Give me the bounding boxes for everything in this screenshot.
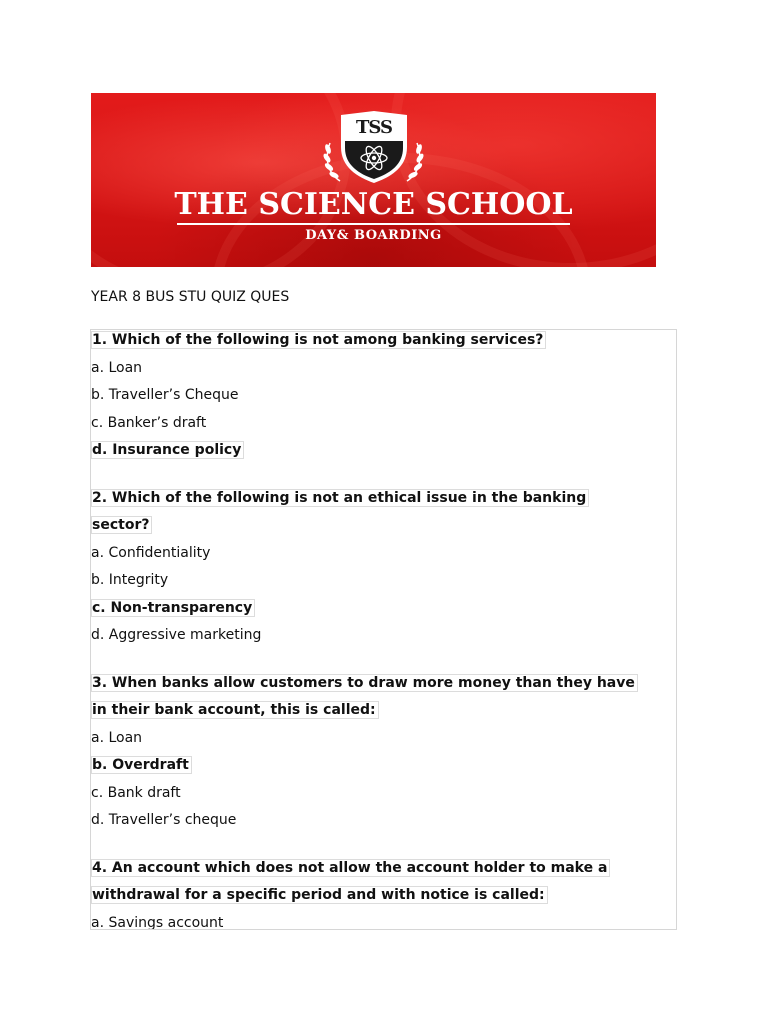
answer-option — [91, 625, 261, 645]
option-text: b. Integrity — [91, 572, 169, 588]
banner-subtitle: DAY& BOARDING — [305, 228, 442, 243]
logo-text: TSS — [356, 117, 392, 138]
correct-answer-option — [91, 755, 192, 775]
option-text: c. Non-transparency — [91, 599, 255, 617]
option-text: a. Loan — [91, 729, 143, 746]
option-text: a. Savings account — [91, 914, 224, 930]
question-text — [91, 885, 548, 905]
question-line: withdrawal for a specific period and with notice is called: — [91, 886, 548, 904]
answer-option — [91, 810, 236, 830]
option-text: c. Bank draft — [91, 784, 181, 801]
question-line: 2. Which of the following is not an ethical issue in the banking — [91, 489, 589, 507]
answer-option — [91, 358, 142, 378]
answer-option — [91, 570, 168, 590]
option-text: d. Aggressive marketing — [91, 627, 262, 643]
correct-answer-option — [91, 598, 255, 618]
option-text: c. Banker’s draft — [91, 414, 207, 431]
correct-answer-option — [91, 440, 244, 460]
option-text: d. Traveller’s cheque — [91, 812, 237, 828]
answer-option — [91, 543, 210, 563]
question-line: in their bank account, this is called: — [91, 701, 379, 719]
question-line: 3. When banks allow customers to draw more money than they have — [91, 674, 638, 692]
question-text — [91, 488, 589, 508]
question-line: 4. An account which does not allow the account holder to make a — [91, 859, 610, 877]
question-text — [91, 858, 610, 878]
question-line: sector? — [91, 516, 152, 534]
answer-option — [91, 728, 142, 748]
document-title: YEAR 8 BUS STU QUIZ QUES — [91, 289, 290, 305]
banner-divider — [177, 223, 570, 225]
option-text: b. Traveller’s Cheque — [91, 387, 239, 403]
quiz-questions-box — [90, 329, 677, 930]
question-text — [91, 700, 379, 720]
question-text — [91, 673, 638, 693]
answer-option — [91, 385, 239, 405]
question-text — [91, 515, 152, 535]
question-line: 1. Which of the following is not among banking services? — [91, 331, 546, 349]
option-text: b. Overdraft — [91, 756, 192, 774]
banner-title: THE SCIENCE SCHOOL — [174, 187, 573, 222]
answer-option — [91, 783, 181, 803]
school-banner — [91, 93, 656, 267]
question-text — [91, 330, 546, 350]
answer-option — [91, 413, 206, 433]
option-text: a. Confidentiality — [91, 544, 211, 561]
school-shield-logo — [339, 111, 409, 183]
option-text: a. Loan — [91, 359, 143, 376]
answer-option — [91, 913, 223, 931]
option-text: d. Insurance policy — [91, 441, 244, 459]
